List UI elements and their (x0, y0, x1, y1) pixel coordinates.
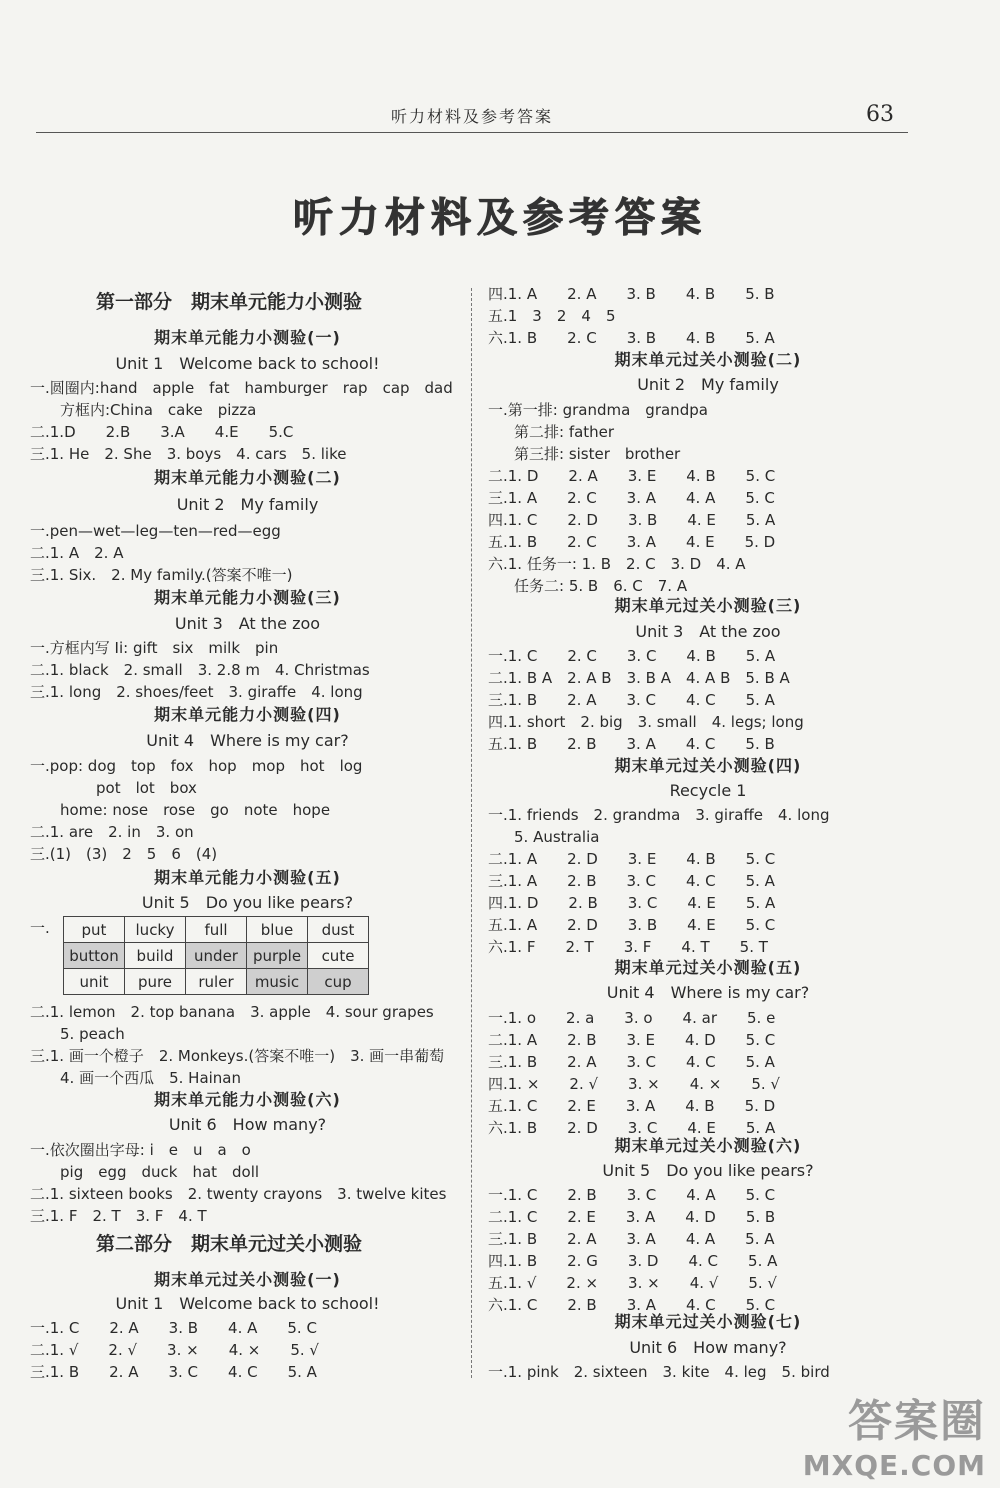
answer-line: 4. 画一个西瓜 5. Hainan (60, 1069, 242, 1087)
grid-cell-shaded: button (64, 943, 125, 969)
grid-row (64, 943, 369, 969)
answer-line: 二.1. sixteen books 2. twenty crayons 3. twelve kites (30, 1185, 447, 1203)
answer-line: 三.1. B 2. A 3. C 4. C 5. A (488, 691, 775, 709)
answer-line: 一.方框内写 Ii: gift six milk pin (30, 639, 279, 657)
answer-line: 三.1. B 2. A 3. C 4. C 5. A (488, 1053, 775, 1071)
answer-line: 二.1. C 2. E 3. A 4. D 5. B (488, 1208, 776, 1226)
test-title: 期末单元能力小测验(五) (154, 868, 341, 887)
unit-title: Unit 3 At the zoo (635, 622, 781, 641)
grid-cell-shaded: music (247, 969, 308, 995)
grid-cell-shaded: under (186, 943, 247, 969)
answer-line: 第二排: father (514, 423, 615, 441)
part2-heading: 第二部分 期末单元过关小测验 (96, 1233, 363, 1255)
answer-line: 六.1. B 2. D 3. C 4. E 5. A (488, 1119, 776, 1137)
watermark (803, 1385, 986, 1482)
answer-line: 五.1. √ 2. × 3. × 4. √ 5. √ (488, 1274, 777, 1292)
test-title: 期末单元能力小测验(二) (154, 468, 341, 487)
answer-line: 三.1. F 2. T 3. F 4. T (30, 1207, 207, 1225)
answer-line: 五.1. B 2. B 3. A 4. C 5. B (488, 735, 775, 753)
test-title: 期末单元过关小测验(六) (614, 1136, 802, 1155)
answer-line: pot lot box (96, 779, 197, 797)
unit-title: Unit 6 How many? (168, 1115, 327, 1134)
answer-line: 一.第一排: grandma grandpa (488, 401, 708, 419)
answer-line: 二.1. are 2. in 3. on (30, 823, 194, 841)
answer-line: 三.(1) (3) 2 5 6 (4) (30, 845, 218, 863)
answer-line: 任务二: 5. B 6. C 7. A (514, 577, 688, 595)
answer-line: 一.圆圈内:hand apple fat hamburger rap cap dad (30, 379, 453, 397)
answer-line: 六.1. B 2. C 3. B 4. B 5. A (488, 329, 775, 347)
grid-row (64, 969, 369, 995)
answer-line: 二.1. A 2. A (30, 544, 124, 562)
answer-line: 5. peach (60, 1025, 125, 1043)
unit-title: Unit 1 Welcome back to school! (115, 1294, 380, 1313)
answer-line: 一.1. o 2. a 3. o 4. ar 5. e (488, 1009, 776, 1027)
grid-cell-shaded: cup (308, 969, 369, 995)
answer-line: 第三排: sister brother (514, 445, 681, 463)
answer-line: 二.1. A 2. D 3. E 4. B 5. C (488, 850, 776, 868)
answer-line: 二.1. A 2. B 3. E 4. D 5. C (488, 1031, 776, 1049)
answer-line: 三.1. He 2. She 3. boys 4. cars 5. like (30, 445, 347, 463)
answer-line: 一.1. pink 2. sixteen 3. kite 4. leg 5. bird (488, 1363, 830, 1381)
page-header (36, 104, 908, 133)
unit-title: Unit 5 Do you like pears? (602, 1161, 814, 1180)
answer-line: 二.1. √ 2. √ 3. × 4. × 5. √ (30, 1341, 319, 1359)
grid-cell: pure (125, 969, 186, 995)
test-title: 期末单元过关小测验(五) (614, 958, 802, 977)
unit-title: Unit 2 My family (637, 375, 779, 394)
answer-line: 一.1. C 2. A 3. B 4. A 5. C (30, 1319, 317, 1337)
answer-line: 四.1. B 2. G 3. D 4. C 5. A (488, 1252, 778, 1270)
answer-line: 一.1. friends 2. grandma 3. giraffe 4. long (488, 806, 830, 824)
answer-line: 一.1. C 2. C 3. C 4. B 5. A (488, 647, 776, 665)
grid-cell: unit (64, 969, 125, 995)
answer-line: 四.1. × 2. √ 3. × 4. × 5. √ (488, 1075, 780, 1093)
column-divider (471, 288, 472, 1378)
header-title: 听力材料及参考答案 (390, 107, 553, 126)
answer-line: 二.1. black 2. small 3. 2.8 m 4. Christmas (30, 661, 370, 679)
test-title: 期末单元能力小测验(四) (154, 705, 341, 724)
grid-cell: full (186, 917, 247, 943)
answer-line: 二.1. B A 2. A B 3. B A 4. A B 5. B A (488, 669, 790, 687)
grid-cell: put (64, 917, 125, 943)
grid-cell-shaded: purple (247, 943, 308, 969)
answer-line: 一.1. C 2. B 3. C 4. A 5. C (488, 1186, 776, 1204)
answer-line: 一.依次圈出字母: i e u a o (30, 1141, 251, 1159)
answer-line: home: nose rose go note hope (60, 801, 331, 819)
grid-cell: dust (308, 917, 369, 943)
part1-heading: 第一部分 期末单元能力小测验 (96, 291, 363, 313)
unit-title: Unit 4 Where is my car? (146, 731, 349, 750)
page-number: 63 (866, 102, 894, 127)
grid-cell: blue (247, 917, 308, 943)
answer-line: 五.1. B 2. C 3. A 4. E 5. D (488, 533, 776, 551)
answer-line: 一.pen—wet—leg—ten—red—egg (30, 522, 281, 540)
main-title: 听力材料及参考答案 (293, 195, 707, 241)
answer-line: 四.1. A 2. A 3. B 4. B 5. B (488, 285, 775, 303)
test-title: 期末单元能力小测验(一) (154, 328, 341, 347)
answer-line: 三.1. long 2. shoes/feet 3. giraffe 4. long (30, 683, 363, 701)
test-title: 期末单元过关小测验(二) (614, 350, 802, 369)
unit-title: Recycle 1 (669, 781, 747, 800)
answer-line: 二.1.D 2.B 3.A 4.E 5.C (30, 423, 294, 441)
answer-line: 六.1. 任务一: 1. B 2. C 3. D 4. A (488, 555, 746, 573)
answer-line: 六.1. F 2. T 3. F 4. T 5. T (488, 938, 768, 956)
unit-title: Unit 1 Welcome back to school! (115, 354, 380, 373)
answer-line: 二.1. lemon 2. top banana 3. apple 4. sour grapes (30, 1003, 434, 1021)
question-mark: 一. (30, 919, 50, 937)
answer-line: 五.1 3 2 4 5 (488, 307, 616, 325)
watermark-url: MXQE.COM (802, 1449, 986, 1482)
test-title: 期末单元过关小测验(四) (614, 756, 802, 775)
answer-line: 四.1. short 2. big 3. small 4. legs; long (488, 713, 804, 731)
watermark-logo: 答案圈 (848, 1396, 986, 1447)
test-title: 期末单元过关小测验(七) (614, 1312, 802, 1331)
answer-line: 五.1. C 2. E 3. A 4. B 5. D (488, 1097, 776, 1115)
answer-line: 三.1. 画一个橙子 2. Monkeys.(答案不唯一) 3. 画一串葡萄 (30, 1047, 445, 1065)
test-title: 期末单元过关小测验(三) (614, 596, 802, 615)
answer-line: 三.1. A 2. C 3. A 4. A 5. C (488, 489, 775, 507)
answer-line: 方框内:China cake pizza (60, 401, 257, 419)
test-title: 期末单元能力小测验(三) (154, 588, 341, 607)
unit-title: Unit 5 Do you like pears? (141, 893, 354, 912)
answer-line: 六.1. C 2. B 3. A 4. C 5. C (488, 1296, 776, 1314)
answer-line: 一.pop: dog top fox hop mop hot log (30, 757, 363, 775)
answer-line: pig egg duck hat doll (60, 1163, 260, 1181)
unit-title: Unit 6 How many? (629, 1338, 787, 1357)
grid-cell: lucky (125, 917, 186, 943)
test-title: 期末单元能力小测验(六) (154, 1090, 341, 1109)
grid-row (64, 917, 369, 943)
answer-line: 三.1. B 2. A 3. C 4. C 5. A (30, 1363, 317, 1381)
answer-line: 三.1. Six. 2. My family.(答案不唯一) (30, 566, 293, 584)
grid-cell: cute (308, 943, 369, 969)
answer-line: 四.1. D 2. B 3. C 4. E 5. A (488, 894, 776, 912)
unit-title: Unit 2 My family (176, 495, 319, 514)
answer-line: 二.1. D 2. A 3. E 4. B 5. C (488, 467, 776, 485)
unit-title: Unit 3 At the zoo (174, 614, 321, 633)
word-grid (63, 916, 369, 995)
test-title: 期末单元过关小测验(一) (154, 1270, 341, 1289)
grid-cell: build (125, 943, 186, 969)
grid-cell: ruler (186, 969, 247, 995)
answer-line: 四.1. C 2. D 3. B 4. E 5. A (488, 511, 776, 529)
answer-line: 5. Australia (514, 828, 600, 846)
answer-line: 五.1. A 2. D 3. B 4. E 5. C (488, 916, 776, 934)
answer-line: 三.1. A 2. B 3. C 4. C 5. A (488, 872, 775, 890)
answer-line: 三.1. B 2. A 3. A 4. A 5. A (488, 1230, 775, 1248)
unit-title: Unit 4 Where is my car? (606, 983, 810, 1002)
